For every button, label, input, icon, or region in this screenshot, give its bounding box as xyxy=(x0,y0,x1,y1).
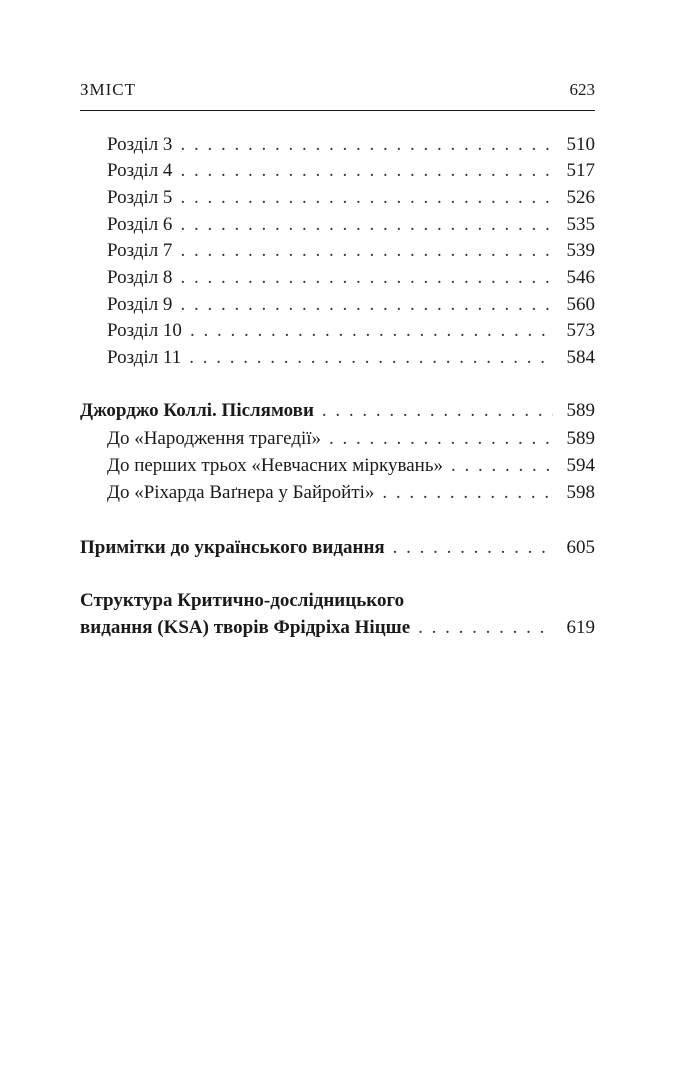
toc-entry-page: 560 xyxy=(566,294,595,315)
dot-leader xyxy=(180,158,553,184)
toc-entry-page: 526 xyxy=(566,187,595,208)
toc-entry-label: видання (KSA) творів Фрідріха Ніцше xyxy=(80,617,411,638)
toc-entry-label: Розділ 7 xyxy=(107,240,173,261)
toc-entry-notes[interactable] xyxy=(80,535,595,561)
toc-entry-label: До «Народження трагедії» xyxy=(107,428,322,449)
dot-leader xyxy=(180,185,553,211)
toc-entry-page: 589 xyxy=(566,400,595,421)
toc-entry-label: Джорджо Коллі. Післямови xyxy=(80,400,314,421)
dot-leader xyxy=(393,535,553,561)
toc-entry-afterword-birth-of-tragedy[interactable] xyxy=(80,426,595,452)
dot-leader xyxy=(180,292,553,318)
toc-entry-page: 539 xyxy=(566,240,595,261)
toc-entry-chapter-11[interactable] xyxy=(80,345,595,371)
dot-leader xyxy=(180,238,553,264)
toc-entry-chapter-7[interactable] xyxy=(80,238,595,264)
toc-entry-afterword-wagner-bayreuth[interactable] xyxy=(80,480,595,506)
toc-entry-structure-line1[interactable]: Структура Критично-дослідницького xyxy=(80,590,405,611)
toc-entry-afterword-untimely-meditations[interactable] xyxy=(80,453,595,479)
toc-entry-label: До перших трьох «Невчасних міркувань» xyxy=(107,455,443,476)
toc-entry-page: 535 xyxy=(566,214,595,235)
toc-entry-label: Примітки до українського видання xyxy=(80,537,385,558)
toc-entry-page: 594 xyxy=(566,455,595,476)
dot-leader xyxy=(180,132,553,158)
toc-entry-page: 619 xyxy=(566,617,595,638)
toc-entry-label: Розділ 4 xyxy=(107,160,173,181)
toc-entry-chapter-4[interactable] xyxy=(80,158,595,184)
toc-entry-structure[interactable] xyxy=(80,615,595,641)
dot-leader xyxy=(189,345,553,371)
toc-entry-page: 598 xyxy=(566,482,595,503)
toc-entry-page: 573 xyxy=(566,320,595,341)
toc-entry-page: 589 xyxy=(566,428,595,449)
dot-leader xyxy=(322,398,553,424)
toc-entry-label: Розділ 6 xyxy=(107,214,173,235)
toc-entry-label: Розділ 9 xyxy=(107,294,173,315)
dot-leader xyxy=(180,212,553,238)
dot-leader xyxy=(418,615,553,641)
toc-entry-page: 517 xyxy=(566,160,595,181)
header-page-number: 623 xyxy=(569,80,595,99)
toc-entry-chapter-5[interactable] xyxy=(80,185,595,211)
toc-entry-chapter-8[interactable] xyxy=(80,265,595,291)
toc-entry-label: Розділ 11 xyxy=(107,347,182,368)
dot-leader xyxy=(382,480,553,506)
toc-entry-chapter-9[interactable] xyxy=(80,292,595,318)
toc-entry-label: Розділ 3 xyxy=(107,134,173,155)
dot-leader xyxy=(451,453,553,479)
dot-leader xyxy=(329,426,553,452)
toc-entry-label: До «Ріхарда Ваґнера у Байройті» xyxy=(107,482,375,503)
toc-entry-label: Розділ 5 xyxy=(107,187,173,208)
toc-entry-page: 510 xyxy=(566,134,595,155)
toc-entry-chapter-3[interactable] xyxy=(80,132,595,158)
toc-entry-label: Розділ 10 xyxy=(107,320,182,341)
toc-entry-chapter-10[interactable] xyxy=(80,318,595,344)
toc-entry-page: 605 xyxy=(566,537,595,558)
running-header xyxy=(80,76,595,111)
toc-entry-label: Розділ 8 xyxy=(107,267,173,288)
header-title: ЗМІСТ xyxy=(80,80,137,99)
dot-leader xyxy=(190,318,553,344)
toc-entry-page: 584 xyxy=(566,347,595,368)
toc-entry-afterwords[interactable] xyxy=(80,398,595,424)
toc-entry-page: 546 xyxy=(566,267,595,288)
toc-entry-chapter-6[interactable] xyxy=(80,212,595,238)
dot-leader xyxy=(180,265,553,291)
